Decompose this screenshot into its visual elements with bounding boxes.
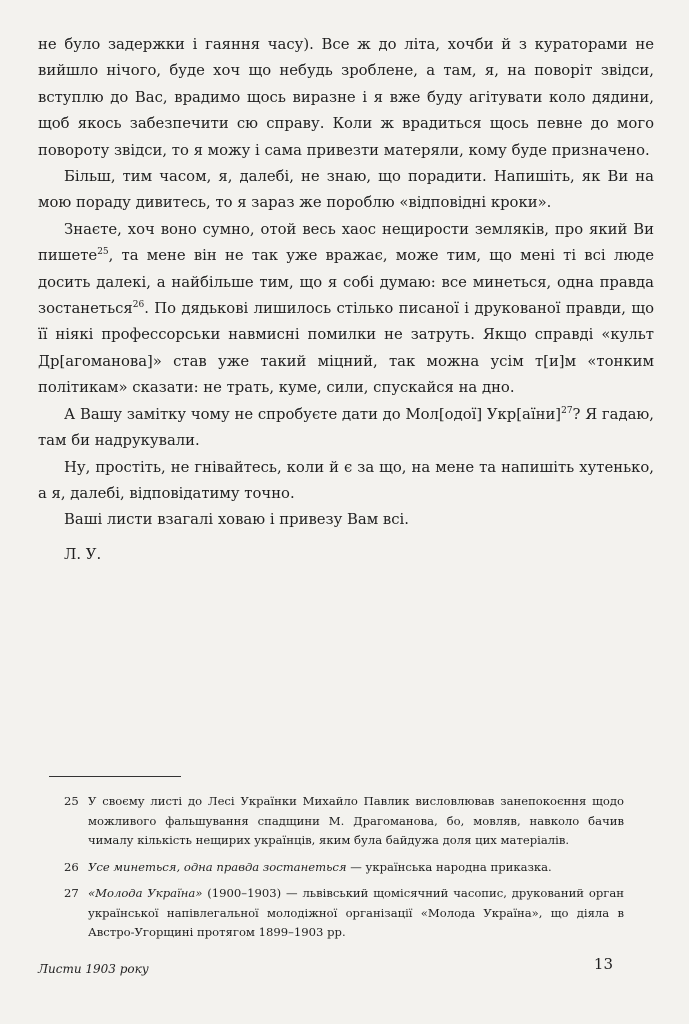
paragraph-3-part-c: . По дядькові лишилось стілько писаної і друкованої правди, що її ніякі профессорськи навмисні помилки не затруть. Якщо справді «культ Др[агоманова]» став уже такий міцний, так можна усім т[и]м «тонким політикам» сказати: не трать, куме, сили, спускайся на дно. <box>38 300 654 397</box>
paragraph-1: не було задержки і гаяння часу). Все ж до літа, хочби й з кураторами не вийшло нічого, буде хоч що небудь зроблене, а там, я, на поворіт звідси, вступлю до Вас, врадимо щось виразне і я вже буду агітувати коло дядини, щоб якось забезпечити сю справу. Коли ж врадиться щось певне до мого повороту звідси, то я можу і сама привезти матеряли, кому буде призначено. <box>38 36 654 159</box>
footnote-text: (1900–1903) — львівський щомісячний часопис, друкований орган української напівлегальної молодіжної організації «Молода Україна», що діяла в Австро-Угорщині протягом 1899–1903 рр. <box>88 886 624 939</box>
paragraph-4-part-b: ? Я гадаю, там би надрукували. <box>38 405 654 450</box>
running-head: Листи 1903 року <box>38 962 149 976</box>
paragraph-3 <box>38 217 654 402</box>
signature: Л. У. <box>64 545 102 563</box>
page-number: 13 <box>593 955 613 973</box>
footnote-marker-27: 27 <box>561 405 573 416</box>
footnote-number: 25 <box>64 794 79 808</box>
footnote-27 <box>64 884 624 943</box>
footnote-italic: Усе минеться, одна правда зостанеться <box>88 859 347 874</box>
footnote-text: — українська народна приказка. <box>346 859 552 874</box>
paragraph-2: Більш, тим часом, я, далебі, не знаю, що порадити. Напишіть, як Ви на мою пораду дивитесь, то я зараз же пороблю «відповідні кроки». <box>38 168 654 212</box>
footnote-italic: «Молода Україна» <box>88 886 203 900</box>
footnote-25 <box>64 792 624 851</box>
paragraph-6: Ваші листи взагалі ховаю і привезу Вам всі. <box>64 511 409 529</box>
letter-body <box>38 32 654 568</box>
paragraph-5: Ну, простіть, не гнівайтесь, коли й є за що, на мене та напишіть хутенько, а я, далебі, відповідатиму точно. <box>38 458 654 502</box>
footnote-marker-26: 26 <box>132 300 145 311</box>
footnote-number: 26 <box>64 859 79 874</box>
footnotes <box>64 792 624 950</box>
paragraph-3-part-a: Знаєте, хоч воно сумно, отой весь хаос нещирости земляків, про який Ви пишете <box>38 220 654 265</box>
paragraph-4-part-a: А Вашу замітку чому не спробуєте дати до Мол[одої] Укр[аїни] <box>64 405 562 423</box>
footnote-26 <box>64 858 624 878</box>
footnote-marker-25: 25 <box>97 247 109 258</box>
footnote-number: 27 <box>64 886 79 900</box>
paragraph-3-part-b: , та мене він не так уже вражає, може тим, що мені ті всі люде досить далекі, а найбільше тим, що я собі думаю: все минеться, одна правда зостанеться <box>38 247 654 318</box>
paragraph-4 <box>38 402 654 455</box>
footnote-divider <box>49 776 181 777</box>
footnote-text: У своєму листі до Лесі Українки Михайло Павлик висловлював занепокоєння щодо можливого фальшування спадщини М. Драгоманова, бо, мовляв, навколо бачив чималу кількість нещирих українців, яким була байдужа доля цих матеріалів. <box>88 794 624 847</box>
